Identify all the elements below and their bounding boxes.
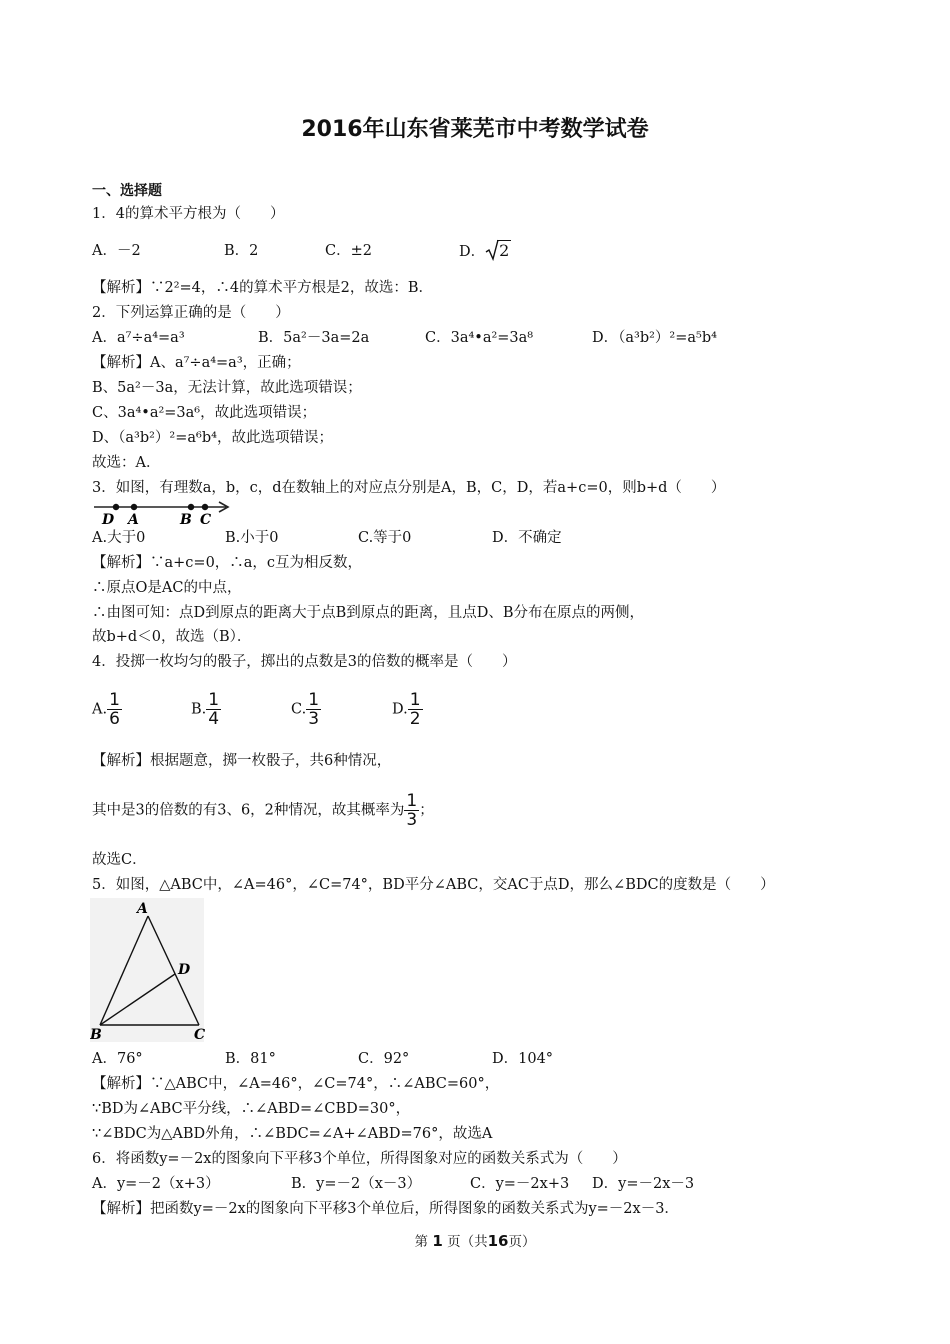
label-b: B bbox=[180, 512, 192, 526]
q2-option-b: B．5a²－3a=2a bbox=[258, 330, 370, 346]
point-a bbox=[131, 504, 137, 510]
page-title: 2016年山东省莱芜市中考数学试卷 bbox=[301, 117, 649, 142]
q2-option-c: C．3a⁴•a²=3a⁸ bbox=[425, 330, 534, 346]
q5-analysis-line: 【解析】∵△ABC中，∠A=46°，∠C=74°，∴∠ABC=60°， bbox=[92, 1076, 500, 1092]
q4-option-a-label: A. bbox=[92, 701, 108, 718]
q2-option-d: D．（a³b²）²=a⁵b⁴ bbox=[592, 330, 717, 346]
q2-analysis-line: B、5a²－3a，无法计算，故此选项错误； bbox=[92, 380, 362, 396]
q1-option-a: A．－2 bbox=[92, 243, 141, 259]
q3-option-d: D．不确定 bbox=[492, 530, 562, 546]
fraction bbox=[206, 691, 221, 728]
point-b bbox=[188, 504, 194, 510]
number-line-figure bbox=[92, 498, 237, 526]
q4-analysis-text: 其中是3的倍数的有3、6，2种情况，故其概率为 bbox=[92, 802, 405, 819]
section-heading: 一、选择题 bbox=[92, 183, 162, 199]
fraction bbox=[107, 691, 122, 728]
q6-analysis: 【解析】把函数y=－2x的图象向下平移3个单位后，所得图象的函数关系式为y=－2x－3． bbox=[92, 1201, 679, 1217]
q4-option-c bbox=[291, 691, 321, 728]
question-2-stem: 2．下列运算正确的是（ ） bbox=[92, 305, 290, 321]
fraction-numerator: 1 bbox=[308, 690, 320, 710]
fraction bbox=[408, 691, 423, 728]
label-c: C bbox=[200, 512, 212, 526]
fraction-denominator: 4 bbox=[208, 709, 220, 729]
q1-analysis: 【解析】∵2²=4，∴4的算术平方根是2，故选：B． bbox=[92, 280, 434, 296]
question-5-stem: 5．如图，△ABC中，∠A=46°，∠C=74°，BD平分∠ABC，交AC于点D，那么∠BDC的度数是（ ） bbox=[92, 877, 775, 893]
current-page-number: 1 bbox=[432, 1232, 443, 1250]
q4-option-a bbox=[92, 691, 122, 728]
q1-option-b: B．2 bbox=[224, 243, 259, 259]
q2-option-a: A．a⁷÷a⁴=a³ bbox=[92, 330, 185, 346]
vertex-a: A bbox=[137, 901, 148, 917]
q2-analysis-line: 【解析】A、a⁷÷a⁴=a³，正确； bbox=[92, 355, 301, 371]
q2-analysis-line: D、（a³b²）²=a⁶b⁴，故此选项错误； bbox=[92, 430, 333, 446]
footer-mid: 页（共 bbox=[447, 1234, 488, 1250]
q3-analysis-line: 故b+d＜0，故选（B）． bbox=[92, 629, 252, 645]
fraction-numerator: 1 bbox=[406, 791, 418, 811]
fraction-numerator: 1 bbox=[409, 690, 421, 710]
fraction-denominator: 3 bbox=[308, 709, 320, 729]
page-footer bbox=[0, 1230, 950, 1250]
q6-option-b: B．y=－2（x－3） bbox=[291, 1176, 422, 1192]
sqrt-symbol bbox=[485, 242, 511, 260]
q5-option-a: A．76° bbox=[92, 1051, 143, 1067]
fraction-denominator: 6 bbox=[109, 709, 120, 729]
q6-option-c: C．y=－2x+3 bbox=[470, 1176, 570, 1192]
label-a: A bbox=[128, 512, 139, 526]
footer-prefix: 第 bbox=[414, 1234, 429, 1250]
vertex-c: C bbox=[194, 1027, 206, 1043]
q3-option-a: A.大于0 bbox=[92, 530, 146, 546]
q3-analysis-line: 【解析】∵a+c=0，∴a，c互为相反数， bbox=[92, 555, 363, 571]
vertex-b: B bbox=[90, 1027, 102, 1043]
label-d: D bbox=[102, 512, 115, 526]
q4-analysis-line: 【解析】根据题意，掷一枚骰子，共6种情况， bbox=[92, 753, 392, 769]
q2-analysis-line: 故选：A． bbox=[92, 455, 161, 471]
q6-option-a: A．y=－2（x+3） bbox=[92, 1176, 220, 1192]
fraction bbox=[404, 792, 419, 829]
q5-analysis-line: ∵∠BDC为△ABD外角，∴∠BDC=∠A+∠ABD=76°，故选A bbox=[92, 1126, 493, 1142]
q4-option-b bbox=[191, 691, 221, 728]
q4-analysis-line bbox=[92, 792, 434, 829]
q2-analysis-line: C、3a⁴•a²=3a⁶，故此选项错误； bbox=[92, 405, 317, 421]
fraction-numerator: 1 bbox=[109, 690, 120, 710]
q1-option-c: C．±2 bbox=[325, 243, 372, 259]
q4-option-d bbox=[392, 691, 423, 728]
q3-analysis-line: ∴原点O是AC的中点， bbox=[92, 580, 242, 596]
q6-option-d: D．y=－2x－3 bbox=[592, 1176, 695, 1192]
triangle-figure bbox=[90, 898, 210, 1044]
q5-option-b: B．81° bbox=[225, 1051, 276, 1067]
q4-option-c-label: C. bbox=[291, 701, 307, 718]
q3-option-c: C.等于0 bbox=[358, 530, 412, 546]
fraction-numerator: 1 bbox=[208, 690, 220, 710]
q3-option-b: B.小于0 bbox=[225, 530, 279, 546]
sqrt-radicand: 2 bbox=[499, 241, 510, 260]
q5-option-d: D．104° bbox=[492, 1051, 554, 1067]
q3-analysis-line: ∴由图可知：点D到原点的距离大于点B到原点的距离，且点D、B分布在原点的两侧， bbox=[92, 605, 645, 621]
question-1-stem: 1．4的算术平方根为（ ） bbox=[92, 206, 285, 222]
fraction-denominator: 3 bbox=[406, 810, 418, 830]
question-6-stem: 6．将函数y=－2x的图象向下平移3个单位，所得图象对应的函数关系式为（ ） bbox=[92, 1151, 627, 1167]
q5-analysis-line: ∵BD为∠ABC平分线，∴∠ABD=∠CBD=30°， bbox=[92, 1101, 411, 1117]
footer-suffix: 页） bbox=[508, 1234, 536, 1250]
total-page-count: 16 bbox=[487, 1232, 509, 1250]
q4-option-b-label: B. bbox=[191, 701, 207, 718]
point-d bbox=[113, 504, 119, 510]
question-3-stem: 3．如图，有理数a，b，c，d在数轴上的对应点分别是A，B，C，D，若a+c=0，则b+d（ ） bbox=[92, 480, 726, 496]
q4-analysis-line: 故选C． bbox=[92, 852, 147, 868]
q1-option-d-label: D． bbox=[459, 244, 486, 260]
point-c bbox=[202, 504, 208, 510]
q5-option-c: C．92° bbox=[358, 1051, 410, 1067]
q4-option-d-label: D. bbox=[392, 701, 408, 718]
vertex-d: D bbox=[178, 962, 191, 978]
question-4-stem: 4．投掷一枚均匀的骰子，掷出的点数是3的倍数的概率是（ ） bbox=[92, 654, 517, 670]
fraction bbox=[306, 691, 321, 728]
fraction-denominator: 2 bbox=[409, 709, 421, 729]
q4-analysis-end: ； bbox=[419, 802, 434, 819]
q1-option-d bbox=[459, 242, 511, 261]
